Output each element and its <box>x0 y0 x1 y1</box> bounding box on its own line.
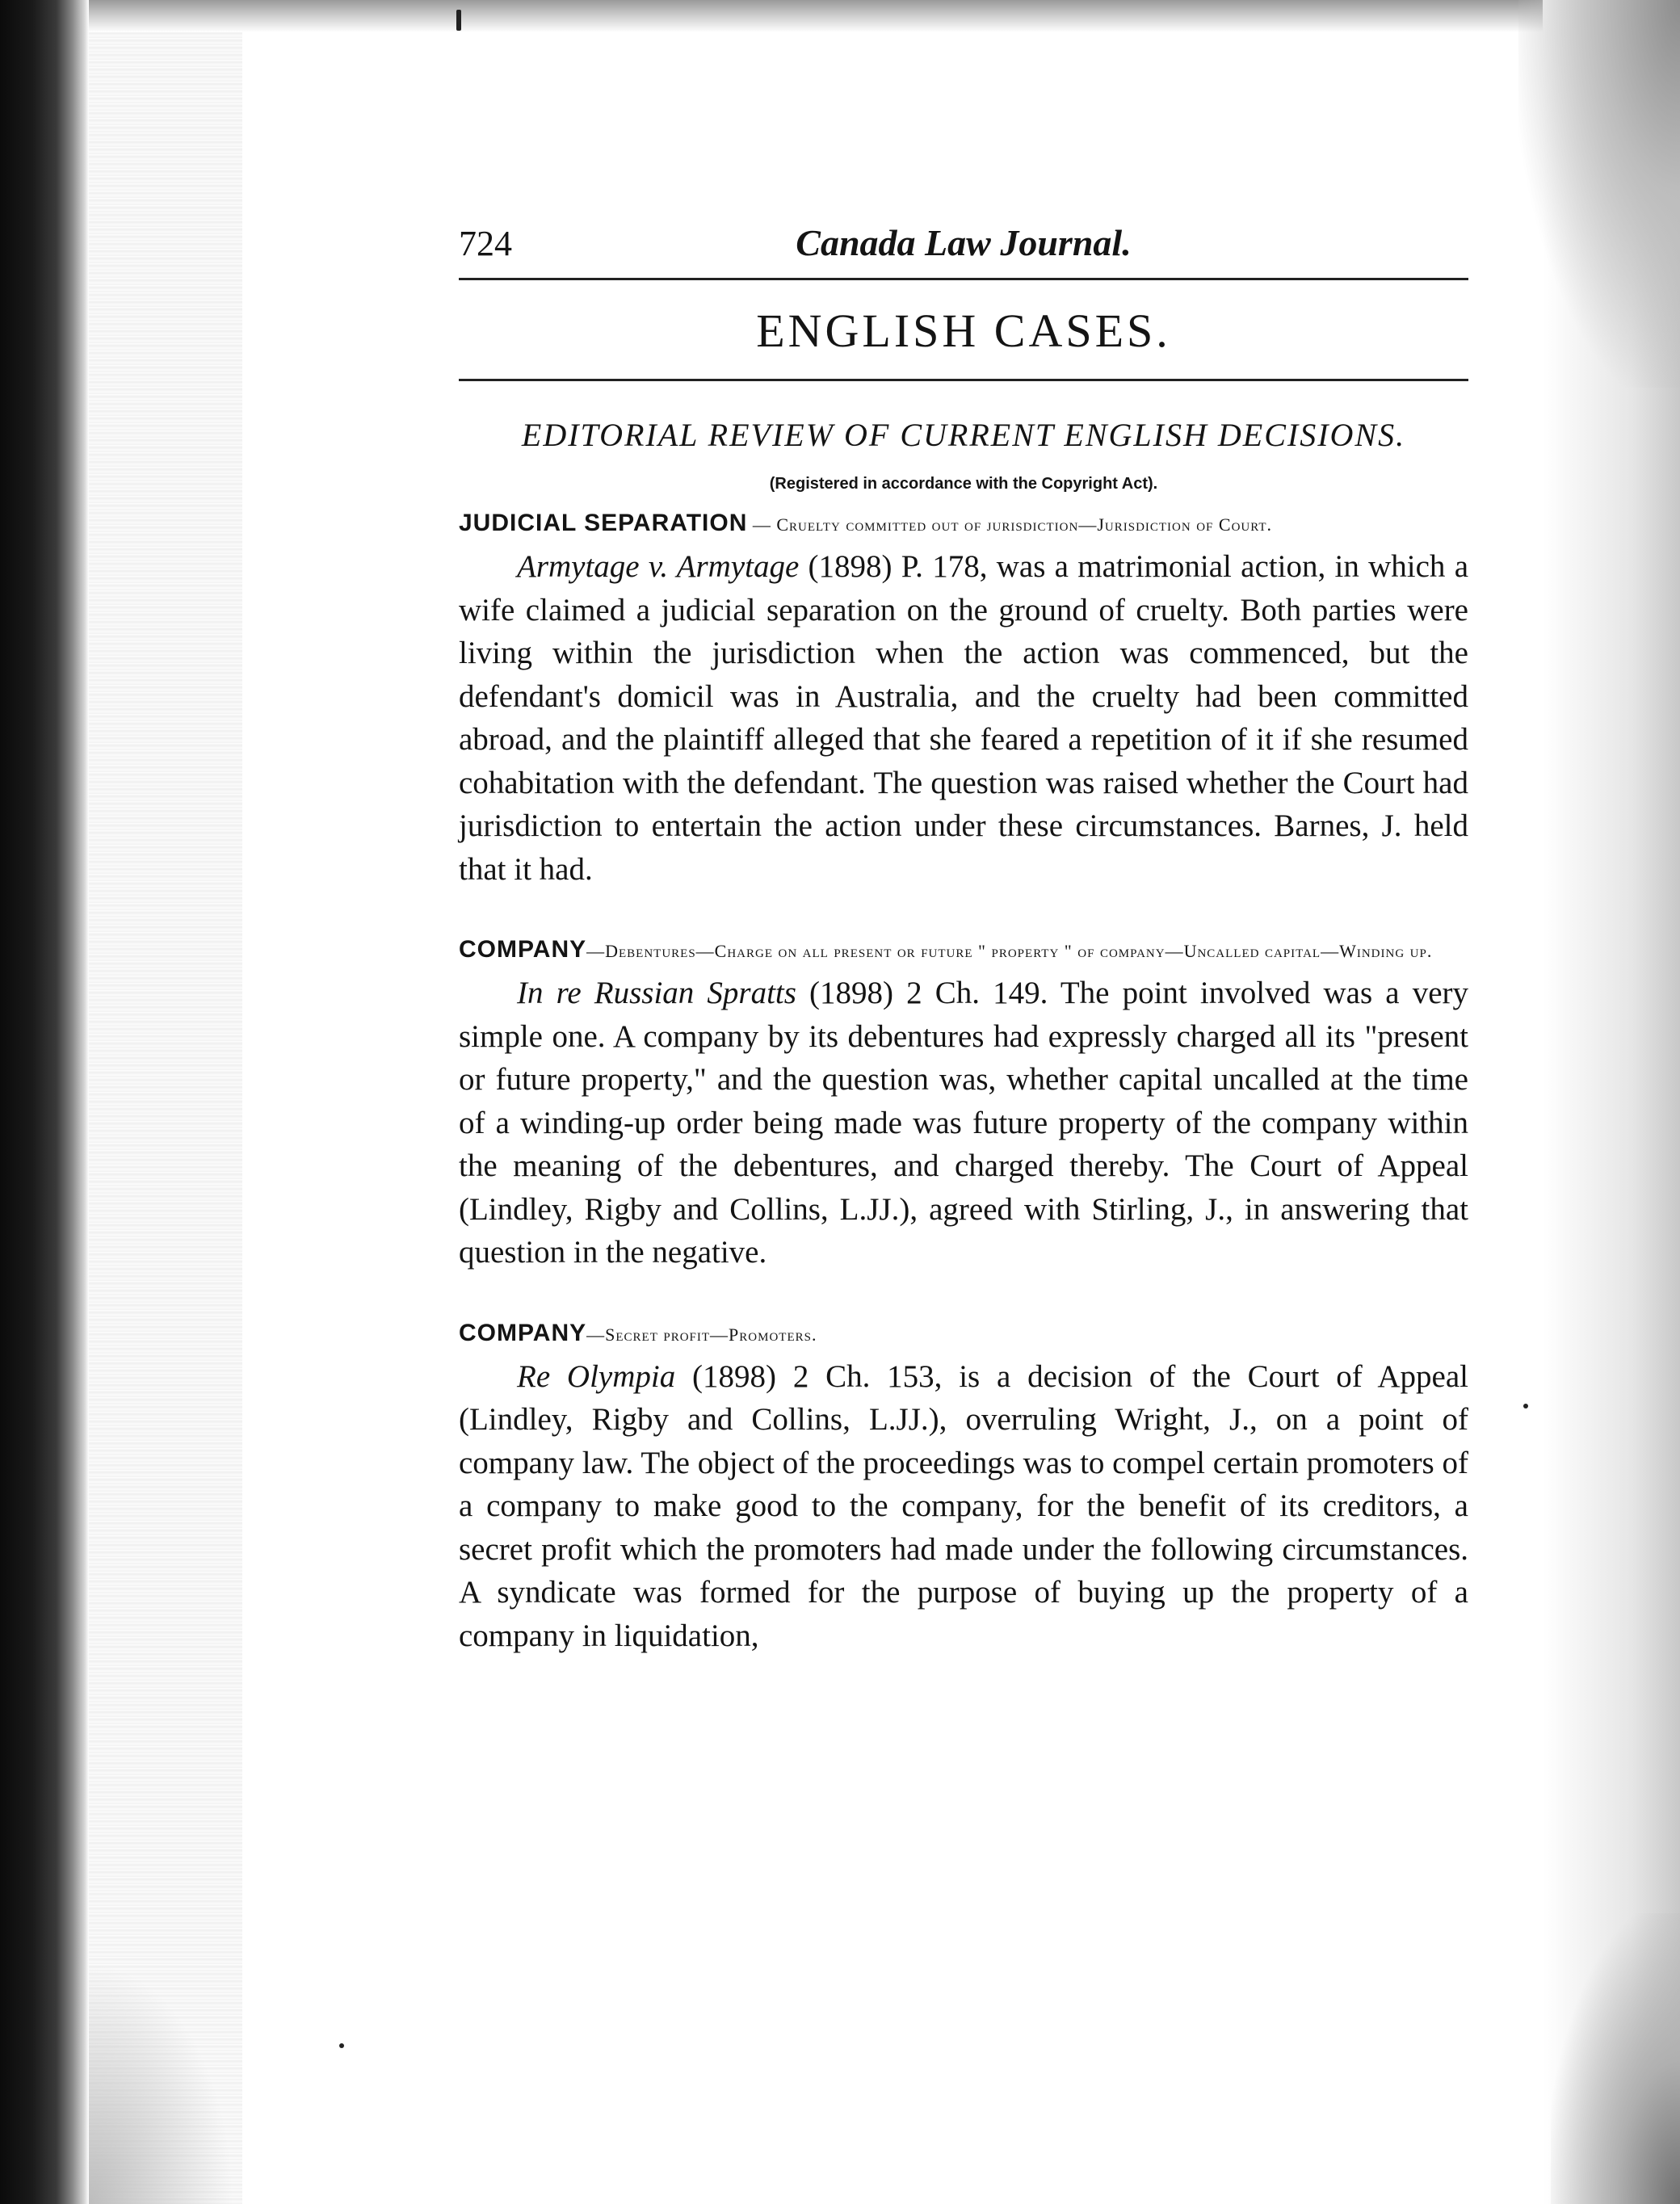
page-number: 724 <box>459 224 512 263</box>
case-body <box>459 972 1468 1274</box>
case-entry <box>459 1320 1468 1658</box>
case-body <box>459 1355 1468 1658</box>
scan-corner-top-right <box>1518 0 1680 388</box>
copyright-note: (Registered in accordance with the Copyright Act). <box>769 475 1158 493</box>
section-rule <box>459 379 1468 381</box>
case-subheading: —Debentures—Charge on all present or future " property " of company—Uncalled capital—Winding up. <box>586 941 1433 961</box>
journal-title: Canada Law Journal. <box>796 222 1132 263</box>
header-rule <box>459 278 1468 280</box>
case-heading <box>459 510 1468 539</box>
case-subject: COMPANY <box>459 1319 587 1346</box>
document-page <box>459 218 1468 1657</box>
case-entry <box>459 510 1468 891</box>
case-name: In re Russian Spratts <box>517 976 796 1010</box>
scan-corner-bottom-left <box>89 1962 234 2204</box>
editorial-title: EDITORIAL REVIEW OF CURRENT ENGLISH DECISIONS. <box>521 417 1406 453</box>
case-subject: COMPANY <box>459 936 587 963</box>
scan-binding-shadow <box>0 0 89 2204</box>
case-entry <box>459 936 1468 1274</box>
case-text: (1898) 2 Ch. 149. The point involved was a very simple one. A company by its debentures had expressly charged all its "present or future property," and the question was, whether capital uncalled at the time of a winding-up order being made was future property of the company within the meaning of the debentures, and charged thereby. The Court of Appeal (Lindley, Rigby and Collins, L.JJ.), agreed with Stirling, J., in answering that question in the negative. <box>459 976 1468 1270</box>
case-text: (1898) 2 Ch. 153, is a decision of the Court of Appeal (Lindley, Rigby and Collins, L.JJ.), overruling Wright, J., on a point of company law. The object of the proceedings was to compel certain promoters of a company to make good to the company, for the benefit of its creditors, a secret profit which the promoters had made under the following circumstances. A syndicate was formed for the purpose of buying up the property of a company in liquidation, <box>459 1358 1469 1653</box>
case-subheading: —Secret profit—Promoters. <box>586 1324 817 1345</box>
scan-speck <box>1523 1404 1528 1408</box>
case-text: (1898) P. 178, was a matrimonial action, in which a wife claimed a judicial separation on the ground of cruelty. Both parties were living within the jurisdiction when the action was commenced, but the defendant's domicil was in Australia, and the cruelty had been committed abroad, and the plaintiff alleged that she feared a repetition of it if she resumed cohabitation with the defendant. The question was raised whether the Court had jurisdiction to entertain the action under these circumstances. Barnes, J. held that it had. <box>459 549 1468 887</box>
case-subheading: — Cruelty committed out of jurisdiction—Jurisdiction of Court. <box>747 514 1272 535</box>
case-heading <box>459 1320 1468 1349</box>
scan-corner-bottom-right <box>1551 1913 1680 2204</box>
scan-noise-left <box>89 0 242 2204</box>
scan-edge-top <box>89 0 1680 32</box>
case-heading <box>459 936 1468 965</box>
case-body <box>459 545 1468 891</box>
case-subject: JUDICIAL SEPARATION <box>459 510 748 536</box>
case-name: Re Olympia <box>517 1358 676 1394</box>
scan-speck <box>339 2043 344 2048</box>
section-title: ENGLISH CASES. <box>756 304 1171 357</box>
running-head <box>459 218 1468 268</box>
case-name: Armytage v. Armytage <box>517 549 800 584</box>
scan-speck <box>456 10 461 31</box>
